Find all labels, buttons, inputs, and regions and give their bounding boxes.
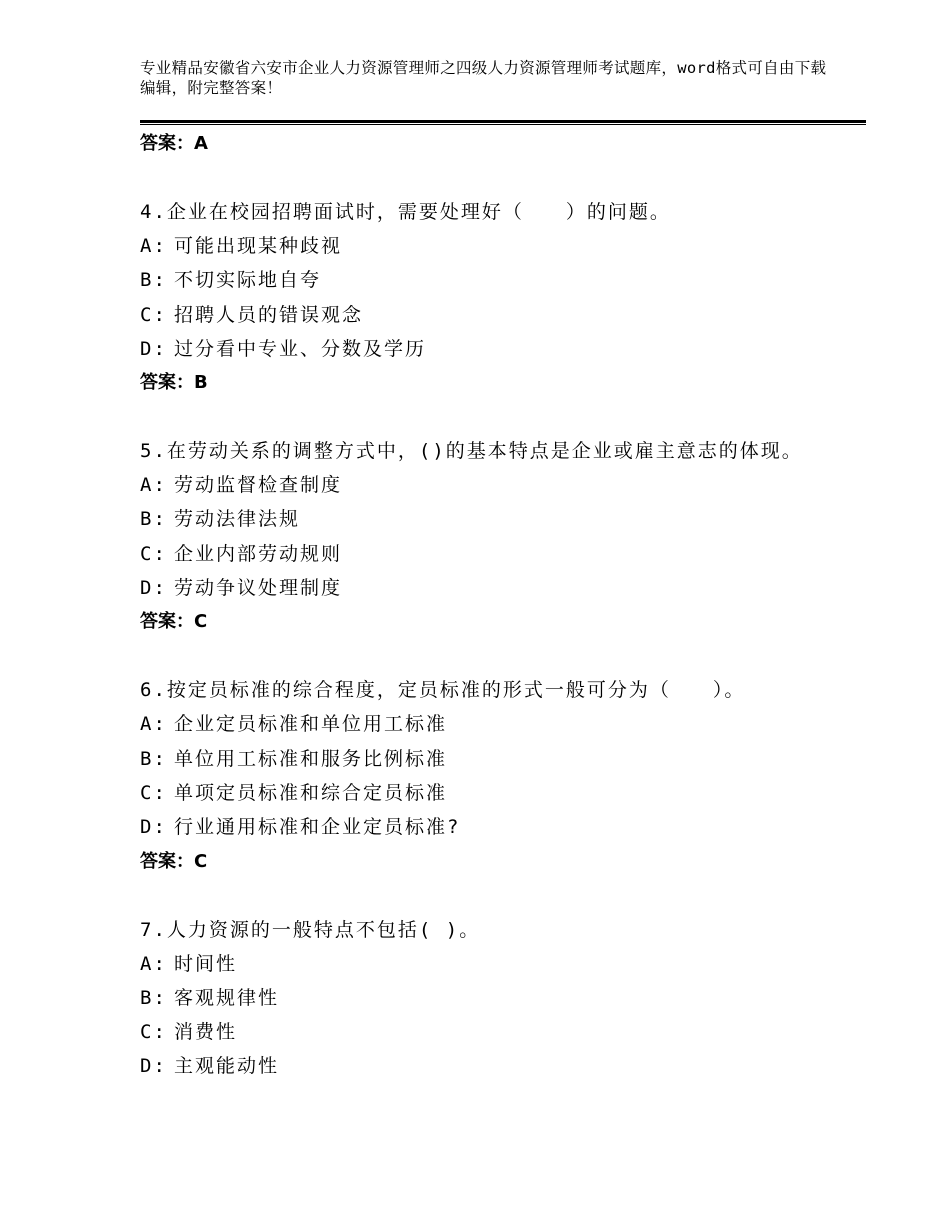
question-7	[140, 913, 840, 1084]
page-header	[140, 58, 830, 98]
option-letter: C:	[140, 542, 167, 565]
option-c	[140, 298, 840, 332]
question-5	[140, 434, 840, 639]
option-letter: D:	[140, 577, 167, 600]
option-letter: A:	[140, 235, 167, 257]
question-text: 4.企业在校园招聘面试时，需要处理好（ ）的问题。	[140, 201, 671, 223]
option-b	[140, 742, 840, 776]
option-letter: B:	[140, 269, 167, 292]
option-letter: D:	[140, 816, 167, 839]
option-letter: B:	[140, 986, 167, 1009]
option-c	[140, 537, 840, 571]
option-text: 不切实际地自夸	[174, 269, 322, 292]
option-text: 客观规律性	[174, 986, 280, 1009]
option-c	[140, 1015, 840, 1049]
document-body	[140, 127, 840, 1084]
question-text: 7.人力资源的一般特点不包括( )。	[140, 918, 481, 941]
option-d	[140, 1049, 840, 1083]
option-letter: A:	[140, 474, 167, 497]
previous-answer: 答案：A	[140, 133, 208, 154]
option-b	[140, 263, 840, 297]
option-a	[140, 229, 840, 263]
option-letter: D:	[140, 337, 167, 360]
option-text: 时间性	[174, 952, 238, 975]
option-text: 消费性	[174, 1021, 238, 1044]
option-letter: A:	[140, 713, 167, 736]
option-text: 主观能动性	[174, 1055, 280, 1078]
option-letter: B:	[140, 747, 167, 770]
answer-line: 答案：C	[140, 611, 208, 633]
option-b	[140, 981, 840, 1015]
option-text: 劳动法律法规	[174, 508, 301, 531]
option-letter: A:	[140, 952, 167, 975]
option-d	[140, 332, 840, 366]
answer-line: 答案：C	[140, 850, 208, 872]
option-text: 企业定员标准和单位用工标准	[174, 713, 448, 736]
question-4	[140, 195, 840, 400]
option-letter: B:	[140, 508, 167, 531]
option-letter: C:	[140, 303, 167, 326]
answer-line: 答案：B	[140, 372, 208, 394]
option-a	[140, 707, 840, 741]
option-b	[140, 502, 840, 536]
option-a	[140, 468, 840, 502]
option-text: 劳动争议处理制度	[174, 577, 343, 600]
header-divider	[140, 120, 866, 125]
option-text: 单位用工标准和服务比例标准	[174, 747, 448, 770]
question-text: 6.按定员标准的综合程度，定员标准的形式一般可分为（ ）。	[140, 679, 746, 702]
option-letter: C:	[140, 781, 167, 804]
question-6	[140, 673, 840, 878]
option-text: 过分看中专业、分数及学历	[174, 337, 427, 360]
option-text: 招聘人员的错误观念	[174, 303, 364, 326]
option-d	[140, 571, 840, 605]
option-text: 劳动监督检查制度	[174, 474, 343, 497]
option-text: 企业内部劳动规则	[174, 542, 343, 565]
question-text: 5.在劳动关系的调整方式中，()的基本特点是企业或雇主意志的体现。	[140, 440, 803, 463]
option-a	[140, 947, 840, 981]
option-d	[140, 810, 840, 844]
option-letter: C:	[140, 1021, 167, 1044]
option-c	[140, 776, 840, 810]
header-text: 专业精品安徽省六安市企业人力资源管理师之四级人力资源管理师考试题库，word格式可自由下载编辑，附完整答案！	[140, 59, 827, 97]
option-text: 可能出现某种歧视	[174, 235, 343, 257]
option-text: 单项定员标准和综合定员标准	[174, 781, 448, 804]
option-letter: D:	[140, 1055, 167, 1078]
option-text: 行业通用标准和企业定员标准?	[174, 816, 461, 839]
